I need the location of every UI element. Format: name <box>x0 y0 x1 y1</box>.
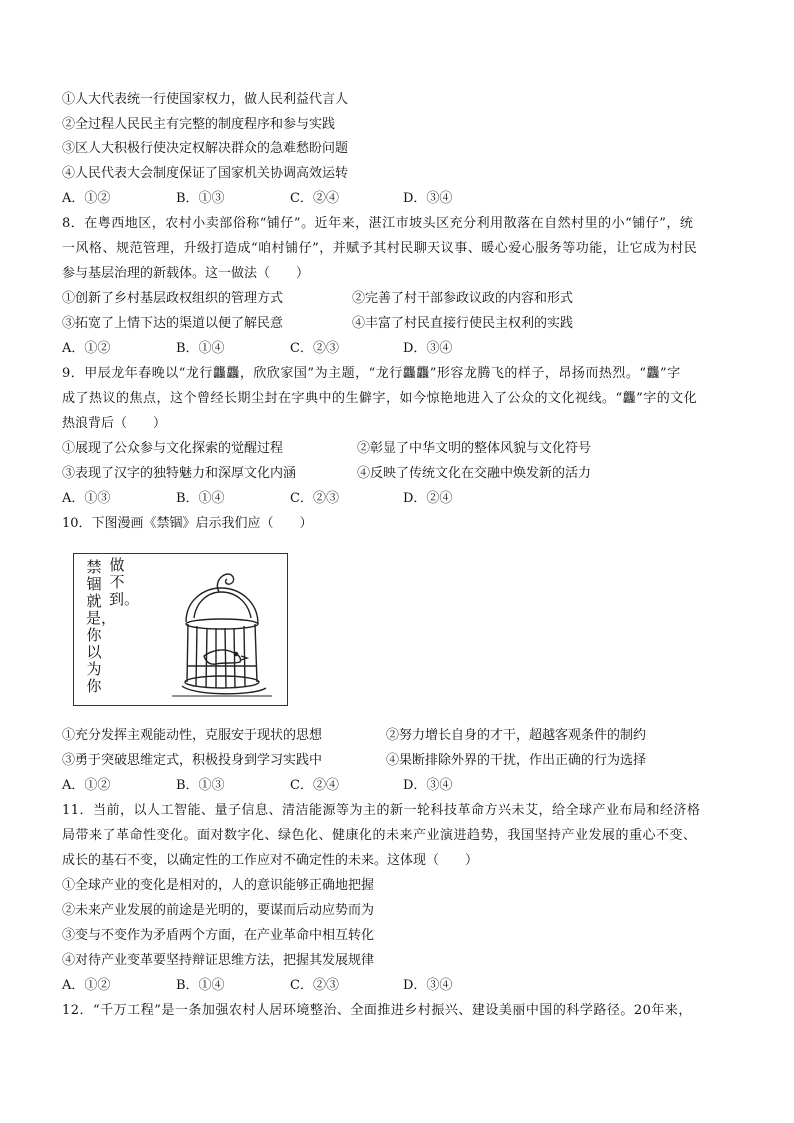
q9-answer-c: C．②③ <box>290 491 339 506</box>
q7-option-2: ②全过程人民民主有完整的制度程序和参与实践 <box>62 117 336 132</box>
q11-answer-c: C．②③ <box>290 978 339 993</box>
q7-option-1: ①人大代表统一行使国家权力，做人民利益代言人 <box>62 92 349 107</box>
q11-option-2: ②未来产业发展的前途是光明的，要谋而后动应势而为 <box>62 903 375 918</box>
q10-option-3: ③勇于突破思维定式，积极投身到学习实践中 <box>62 753 323 768</box>
q11-stem-line-3: 成长的基石不变，以确定性的工作应对不确定性的未来。这体现（ ） <box>62 853 479 868</box>
q10-answer-a: A．①② <box>62 778 111 793</box>
q8-stem-line-1: 8．在粤西地区，农村小卖部俗称“铺仔”。近年来，湛江市坡头区充分利用散落在自然村里的小“铺仔”，统 <box>62 216 694 231</box>
q7-option-3: ③区人大积极行使决定权解决群众的急难愁盼问题 <box>62 141 349 156</box>
birdcage-illustration <box>164 562 279 700</box>
q9-stem-line-1: 9．甲辰龙年春晚以“龙行龘龘，欣欣家国”为主题，“龙行龘龘”形容龙腾飞的样子，昂扬而热烈。“龘”字 <box>62 366 681 381</box>
q10-answer-b: B．①③ <box>176 778 225 793</box>
q8-answer-a: A．①② <box>62 341 111 356</box>
q12-stem-line-1: 12．“千万工程”是一条加强农村人居环境整治、全面推进乡村振兴、建设美丽中国的科学路径。20年来， <box>62 1003 692 1018</box>
q11-option-3: ③变与不变作为矛盾两个方面，在产业革命中相互转化 <box>62 928 375 943</box>
q11-answer-b: B．①④ <box>176 978 225 993</box>
q8-option-3: ③拓宽了上情下达的渠道以便了解民意 <box>62 316 284 331</box>
q10-answer-d: D．③④ <box>403 778 453 793</box>
q10-option-2: ②努力增长自身的才干，超越客观条件的制约 <box>386 728 647 743</box>
comic-caption-right: 做不到。 <box>109 556 140 608</box>
q10-stem: 10．下图漫画《禁锢》启示我们应（ ） <box>62 516 313 531</box>
q11-option-1: ①全球产业的变化是相对的，人的意识能够正确地把握 <box>62 878 375 893</box>
q7-answer-d: D．③④ <box>403 191 453 206</box>
comic-caption-left: 禁锢就是，你以为你 <box>86 558 117 695</box>
q8-answer-b: B．①④ <box>176 341 225 356</box>
q9-option-2: ②彰显了中华文明的整体风貌与文化符号 <box>357 441 592 456</box>
q11-stem-line-1: 11．当前，以人工智能、量子信息、清洁能源等为主的新一轮科技革命方兴未艾，给全球产业布局和经济格 <box>62 803 701 818</box>
q9-answer-a: A．①③ <box>62 491 111 506</box>
q8-option-2: ②完善了村干部参政议政的内容和形式 <box>352 291 574 306</box>
q8-answer-c: C．②③ <box>290 341 339 356</box>
q9-option-3: ③表现了汉字的独特魅力和深厚文化内涵 <box>62 466 297 481</box>
q8-answer-d: D．③④ <box>403 341 453 356</box>
q11-stem-line-2: 局带来了革命性变化。面对数字化、绿色化、健康化的未来产业演进趋势，我国坚持产业发展的重心不变、 <box>62 828 697 843</box>
q10-option-1: ①充分发挥主观能动性，克服安于现状的思想 <box>62 728 323 743</box>
q7-answer-c: C．②④ <box>290 191 339 206</box>
q9-answer-b: B．①④ <box>176 491 225 506</box>
comic-jingu <box>73 553 288 706</box>
q11-answer-d: D．③④ <box>403 978 453 993</box>
q8-option-4: ④丰富了村民直接行使民主权利的实践 <box>352 316 574 331</box>
q7-answer-b: B．①③ <box>176 191 225 206</box>
q7-answer-a: A．①② <box>62 191 111 206</box>
q9-stem-line-3: 热浪背后（ ） <box>62 416 167 431</box>
q9-option-1: ①展现了公众参与文化探索的觉醒过程 <box>62 441 284 456</box>
q7-option-4: ④人民代表大会制度保证了国家机关协调高效运转 <box>62 166 349 181</box>
q8-option-1: ①创新了乡村基层政权组织的管理方式 <box>62 291 284 306</box>
q9-option-4: ④反映了传统文化在交融中焕发新的活力 <box>357 466 592 481</box>
q9-stem-line-2: 成了热议的焦点，这个曾经长期尘封在字典中的生僻字，如今惊艳地进入了公众的文化视线。“龘”字的文化 <box>62 391 698 406</box>
q9-answer-d: D．②④ <box>403 491 453 506</box>
q8-stem-line-2: 一风格、规范管理，升级打造成“咱村铺仔”，并赋予其村民聊天议事、暖心爱心服务等功能，让它成为村民 <box>62 241 698 256</box>
q11-answer-a: A．①② <box>62 978 111 993</box>
q11-option-4: ④对待产业变革要坚持辩证思维方法，把握其发展规律 <box>62 953 375 968</box>
q10-answer-c: C．②④ <box>290 778 339 793</box>
q10-option-4: ④果断排除外界的干扰，作出正确的行为选择 <box>386 753 647 768</box>
q8-stem-line-3: 参与基层治理的新载体。这一做法（ ） <box>62 266 310 281</box>
